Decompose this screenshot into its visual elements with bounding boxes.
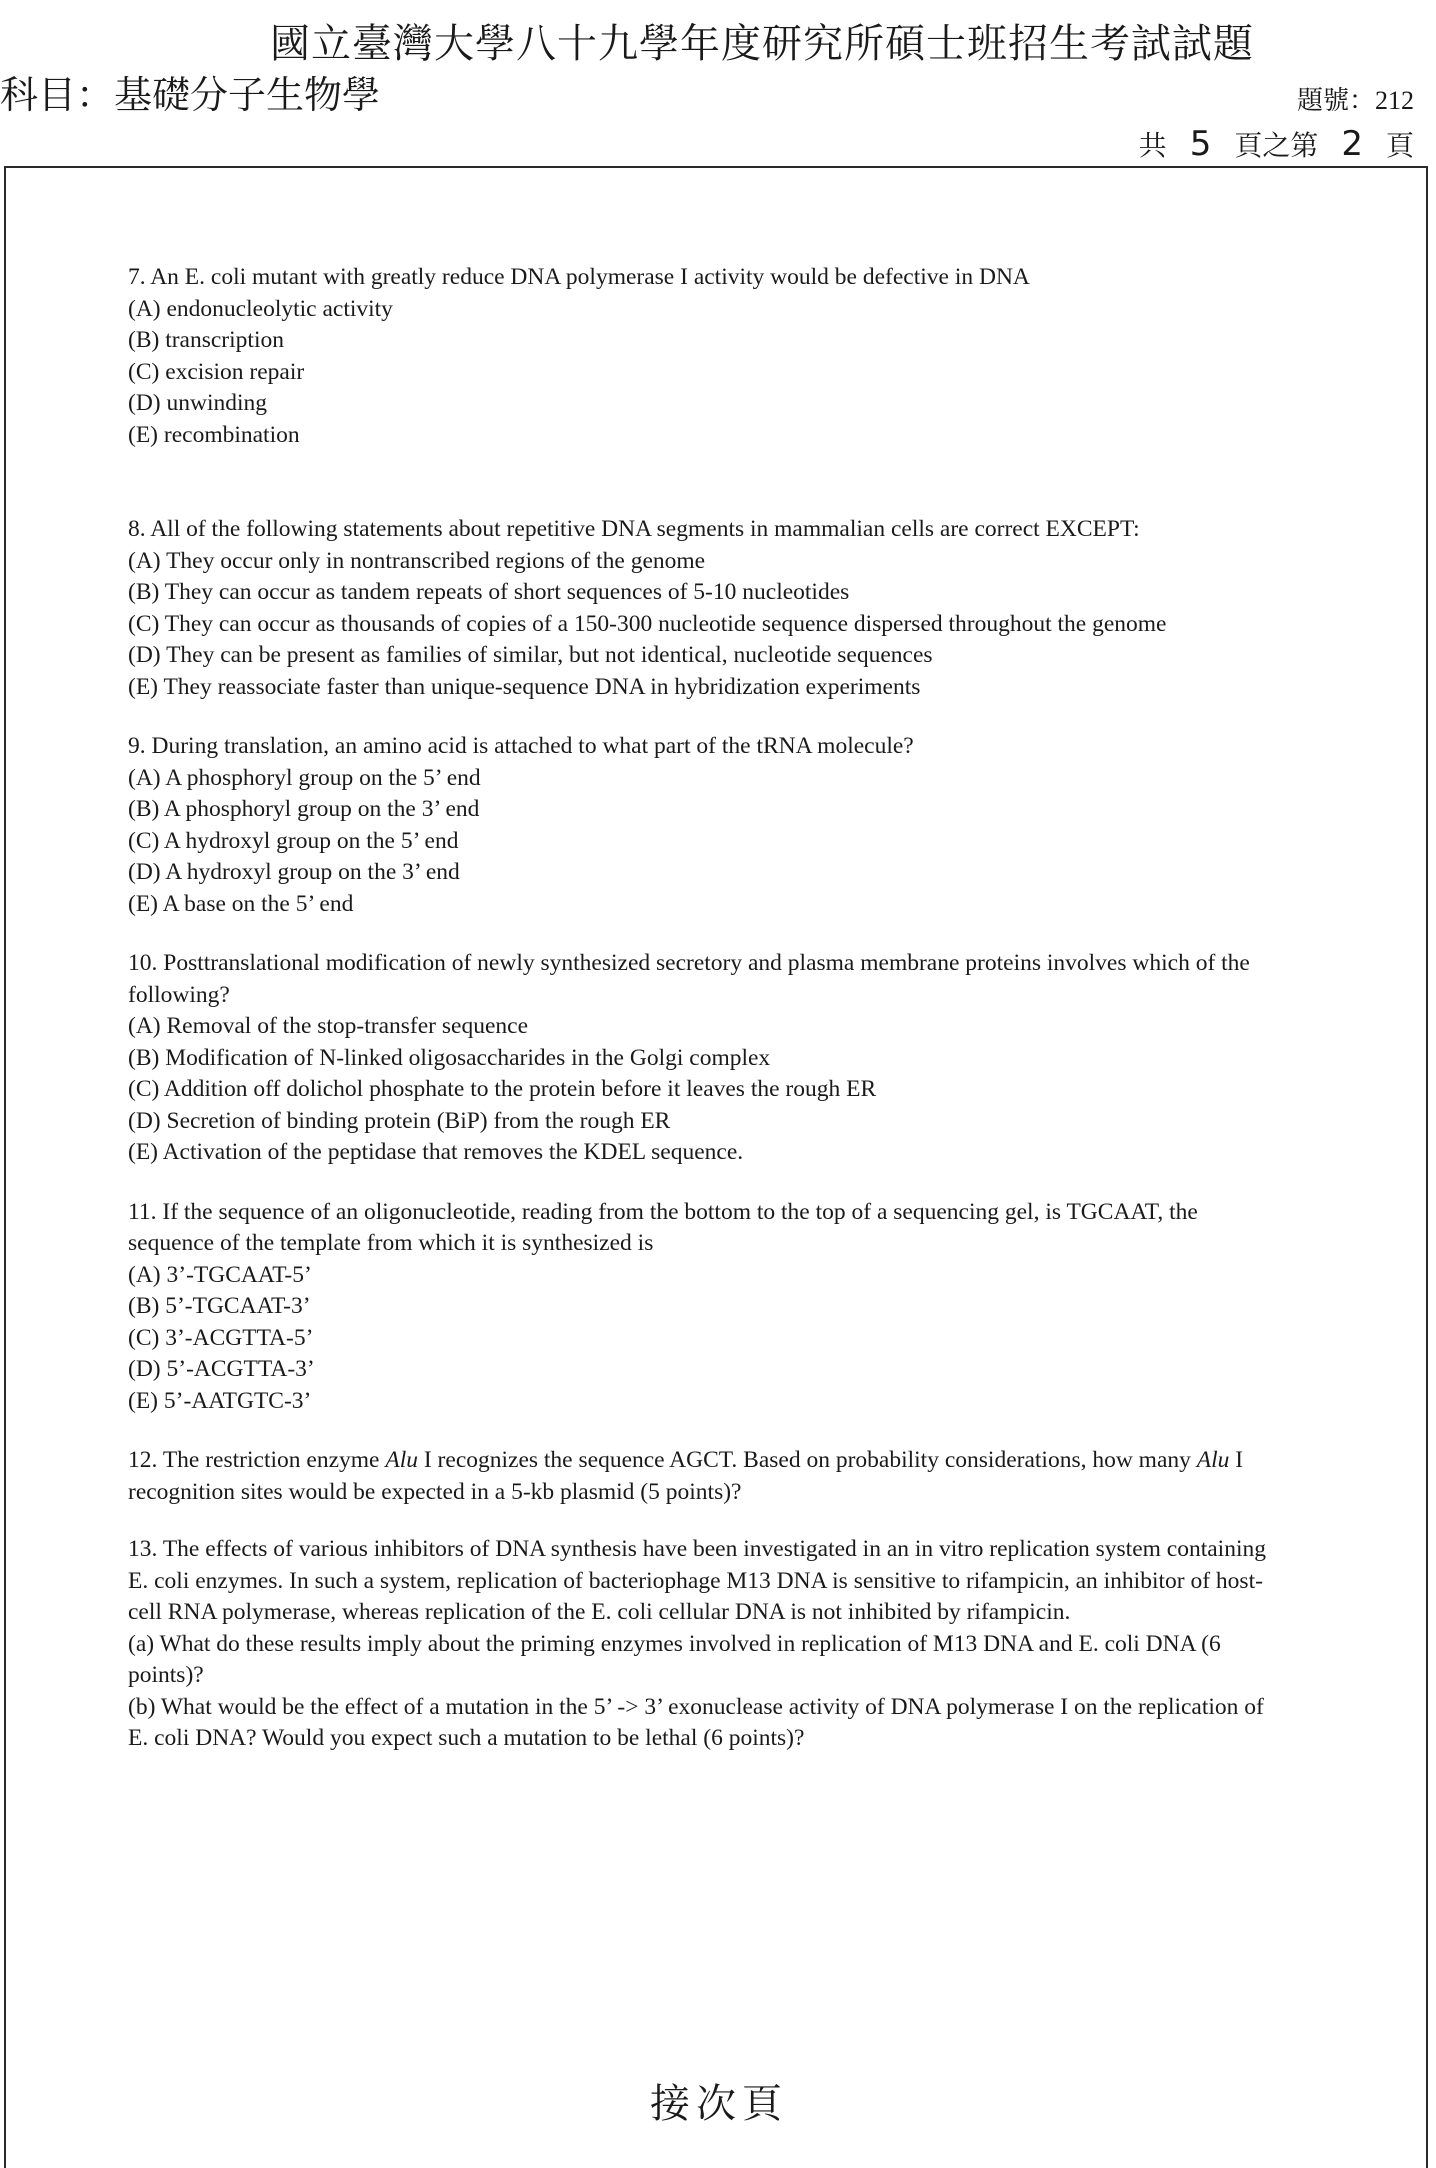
option-b: (B) transcription [128, 327, 284, 353]
option-c: (C) Addition off dolichol phosphate to the protein before it leaves the rough ER [128, 1076, 877, 1102]
question-13 [128, 1534, 1278, 1755]
option-d: (D) 5’-ACGTTA-3’ [128, 1356, 315, 1382]
option-c: (C) A hydroxyl group on the 5’ end [128, 827, 459, 854]
question-7 [128, 262, 1278, 451]
current-page-mid: 頁之第 [1234, 131, 1319, 162]
exam-title: 國立臺灣大學八十九學年度研究所碩士班招生考試試題 [270, 21, 1254, 66]
question-stem: 10. Posttranslational modification of newly synthesized secretory and plasma membrane proteins involves which of the following? [128, 950, 1250, 1008]
question-9 [128, 731, 1278, 920]
question-list [128, 262, 1278, 1755]
option-e: (E) recombination [128, 421, 300, 448]
option-e: (E) 5’-AATGTC-3’ [128, 1387, 312, 1414]
option-e: (E) A base on the 5’ end [128, 890, 354, 917]
question-stem [128, 1445, 1278, 1508]
enzyme-name: Alu [385, 1447, 418, 1473]
stem-text: 12. The restriction enzyme [128, 1447, 386, 1473]
question-stem: 9. During translation, an amino acid is attached to what part of the tRNA molecule? [128, 733, 914, 759]
option-a: (A) endonucleolytic activity [128, 295, 393, 322]
total-pages: 5 [1189, 124, 1212, 164]
option-b: (B) 5’-TGCAAT-3’ [128, 1293, 311, 1319]
sub-question-a: (a) What do these results imply about the priming enzymes involved in replication of M13 DNA and E. coli DNA (6 points)? [128, 1630, 1221, 1688]
option-d: (D) Secretion of binding protein (BiP) from the rough ER [128, 1107, 671, 1134]
subject-label: 科目：基礎分子生物學 [0, 75, 381, 117]
option-e: (E) They reassociate faster than unique-sequence DNA in hybridization experiments [128, 673, 921, 700]
option-b: (B) They can occur as tandem repeats of short sequences of 5-10 nucleotides [128, 579, 850, 605]
page-suffix: 頁 [1385, 131, 1414, 162]
next-page-note: 接次頁 [650, 2081, 788, 2127]
option-b: (B) Modification of N-linked oligosaccharides in the Golgi complex [128, 1044, 771, 1071]
option-c: (C) excision repair [128, 358, 305, 385]
option-d: (D) A hydroxyl group on the 3’ end [128, 859, 460, 885]
exam-code: 題號：212 [1296, 86, 1414, 115]
stem-text: I recognition sites would be expected in a 5-kb plasmid (5 points)? [128, 1447, 1244, 1505]
question-11 [128, 1197, 1278, 1418]
stem-text: I recognizes the sequence AGCT. Based on probability considerations, how many [417, 1447, 1197, 1473]
option-e: (E) Activation of the peptidase that removes the KDEL sequence. [128, 1139, 744, 1165]
question-10 [128, 948, 1278, 1169]
option-a: (A) A phosphoryl group on the 5’ end [128, 764, 481, 791]
question-12 [128, 1445, 1278, 1508]
enzyme-name: Alu [1196, 1447, 1230, 1473]
option-c: (C) 3’-ACGTTA-5’ [128, 1324, 314, 1351]
option-a: (A) They occur only in nontranscribed regions of the genome [128, 547, 706, 574]
page-indicator [1139, 124, 1414, 164]
question-stem: 13. The effects of various inhibitors of DNA synthesis have been investigated in an in vitro replication system containing E. coli enzymes. In such a system, replication of bacteriophage M13 DNA is sensitive to rifampicin, an inhibitor of host-cell RNA polymerase, whereas replication of the E. coli cellular DNA is not inhibited by rifampicin. [128, 1536, 1266, 1625]
option-a: (A) 3’-TGCAAT-5’ [128, 1261, 312, 1288]
total-pages-prefix: 共 [1138, 131, 1167, 162]
option-a: (A) Removal of the stop-transfer sequence [128, 1013, 529, 1039]
option-b: (B) A phosphoryl group on the 3’ end [128, 796, 480, 822]
current-page: 2 [1341, 124, 1363, 164]
question-stem: 8. All of the following statements about repetitive DNA segments in mammalian cells are correct EXCEPT: [128, 516, 1140, 542]
option-c: (C) They can occur as thousands of copies of a 150-300 nucleotide sequence dispersed throughout the genome [128, 610, 1167, 637]
question-stem: 7. An E. coli mutant with greatly reduce DNA polymerase I activity would be defective in DNA [128, 264, 1030, 290]
option-d: (D) They can be present as families of similar, but not identical, nucleotide sequences [128, 642, 933, 668]
question-stem: 11. If the sequence of an oligonucleotide, reading from the bottom to the top of a sequencing gel, is TGCAAT, the sequence of the template from which it is synthesized is [128, 1198, 1198, 1256]
question-8 [128, 514, 1278, 703]
option-d: (D) unwinding [128, 390, 268, 416]
sub-question-b: (b) What would be the effect of a mutation in the 5’ -> 3’ exonuclease activity of DNA polymerase I on the replication of E. coli DNA? Would you expect such a mutation to be lethal (6 points)? [128, 1693, 1264, 1751]
